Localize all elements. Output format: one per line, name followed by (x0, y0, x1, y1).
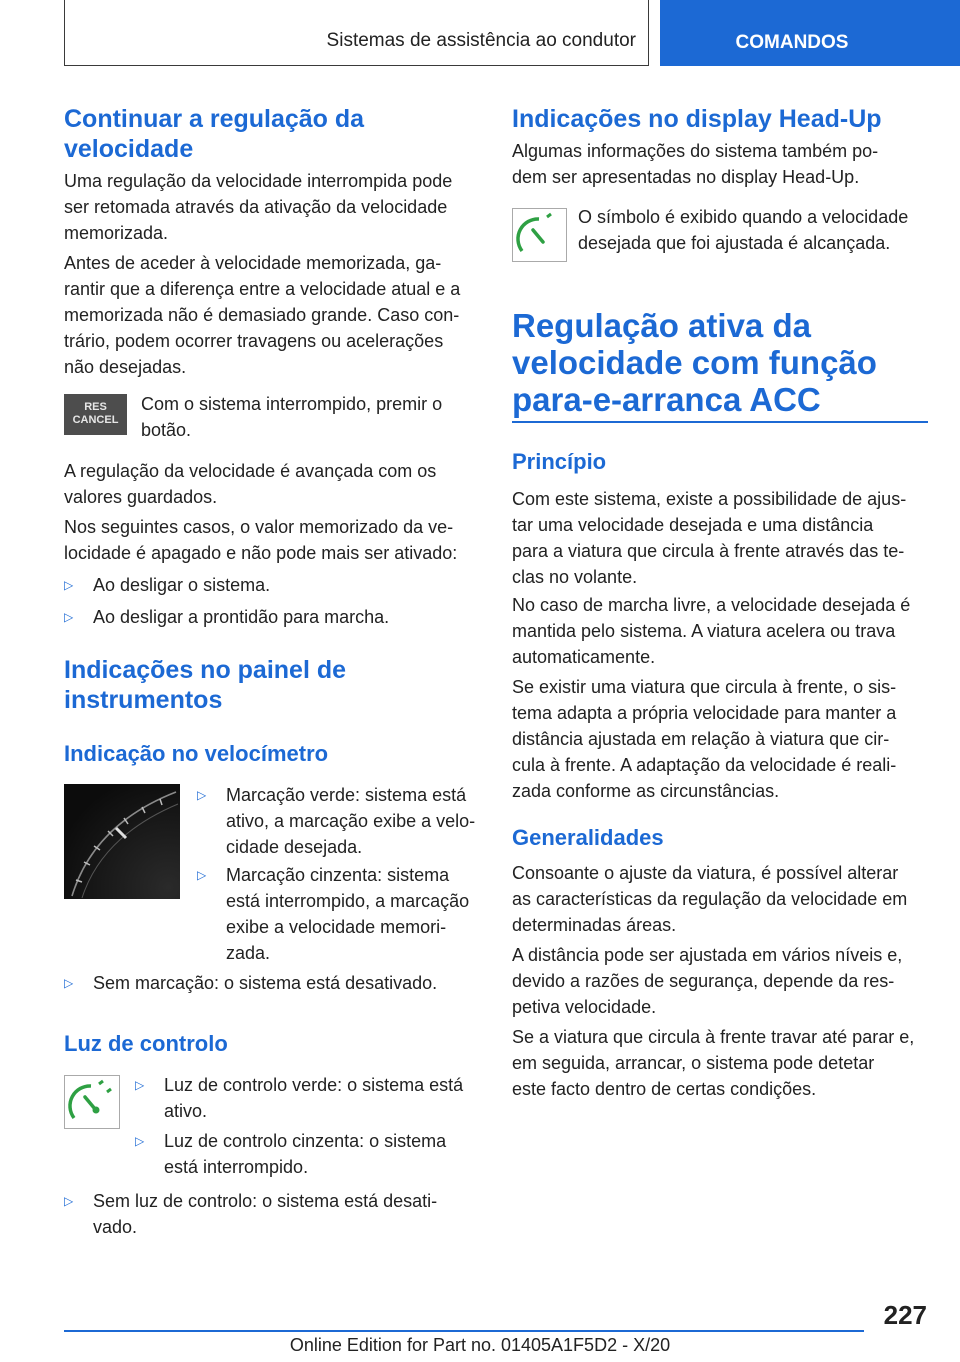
paragraph-resume: Uma regulação da velocidade interrompida pode ser retomada através da ativação da velocidade memorizada. (64, 171, 453, 243)
paragraph-before-access: Antes de aceder à velocidade memorizada, ga- rantir que a diferença entre a velocidade atual e a memorizada não é demasiado grande. Caso con- trário, podem ocorrer travagens ou acelerações não desejadas. (64, 253, 461, 377)
paragraph-hud: Algumas informações do sistema também po- dem ser apresentadas no display Head-Up. (512, 141, 879, 187)
heading-speedometer: Indicação no velocímetro (64, 741, 329, 766)
heading-instrument-panel: Indicações no painel de instrumentos (64, 656, 347, 714)
section-divider (512, 421, 928, 423)
hud-speed-reached-icon (512, 208, 567, 262)
hud-icon-text: O símbolo é exibido quando a velocidade desejada que foi ajustada é alcançada. (578, 207, 909, 253)
bullet-triangle-icon: ▷ (135, 1134, 145, 1148)
heading-continue: Continuar a regulação da velocidade (64, 105, 365, 163)
paragraph-vehicle-ahead: Se existir uma viatura que circula à frente, o sis- tema adapta a própria velocidade para manter a distância ajustada em relação à viatura que cir- cula à frente. A adaptação da velocidade é reali- zada conforme as circunstâncias. (512, 677, 897, 801)
heading-acc: Regulação ativa da velocidade com função para-e-arranca ACC (512, 307, 877, 418)
acc-indicator-light-icon (64, 1075, 120, 1129)
bullet-triangle-icon: ▷ (197, 788, 207, 802)
paragraph-general-2: A distância pode ser ajustada em vários níveis e, devido a razões de segurança, depende da res- petiva velocidade. (512, 945, 903, 1017)
header-section-title: Sistemas de assistência ao condutor (326, 30, 636, 51)
header-chapter-label: COMANDOS (735, 32, 849, 53)
heading-indicator-light: Luz de controlo (64, 1031, 228, 1056)
bullet-triangle-icon: ▷ (64, 1194, 74, 1208)
speedometer-arc-icon (64, 784, 180, 899)
heading-head-up-display: Indicações no display Head-Up (512, 105, 882, 133)
paragraph-general-1: Consoante o ajuste da viatura, é possível alterar as características da regulação da velocidade em determinadas áreas. (512, 863, 908, 935)
paragraph-cases: Nos seguintes casos, o valor memorizado da ve- locidade é apagado e não pode mais ser ativado: (64, 517, 458, 563)
res-cancel-text: Com o sistema interrompido, premir o botão. (141, 394, 443, 440)
heading-general: Generalidades (512, 825, 664, 850)
footer-rule (64, 1330, 864, 1332)
paragraph-general-3: Se a viatura que circula à frente travar até parar e, em seguida, arrancar, o sistema pode detetar este facto dentro de certas condições. (512, 1027, 915, 1099)
header-chapter-tab[interactable] (660, 0, 960, 66)
bullet-triangle-icon: ▷ (64, 578, 74, 592)
header-section-box (64, 0, 649, 66)
paragraph-principle: Com este sistema, existe a possibilidade de ajus- tar uma velocidade desejada e uma distância para a viatura que circula à frente através das te- clas no volante. (512, 489, 907, 587)
bullet-triangle-icon: ▷ (197, 868, 207, 882)
bullet-triangle-icon: ▷ (64, 610, 74, 624)
heading-principle: Princípio (512, 449, 607, 474)
bullet-triangle-icon: ▷ (64, 976, 74, 990)
res-cancel-icon: RES CANCEL (64, 394, 127, 435)
page-number: 227 (883, 1300, 927, 1330)
speedometer-image (64, 784, 180, 899)
paragraph-advanced: A regulação da velocidade é avançada com os valores guardados. (64, 461, 437, 507)
paragraph-free-driving: No caso de marcha livre, a velocidade desejada é mantida pelo sistema. A viatura acelera ou trava automaticamente. (512, 595, 911, 667)
footer-edition: Online Edition for Part no. 01405A1F5D2 - X/20 (289, 1335, 671, 1355)
bullet-triangle-icon: ▷ (135, 1078, 145, 1092)
